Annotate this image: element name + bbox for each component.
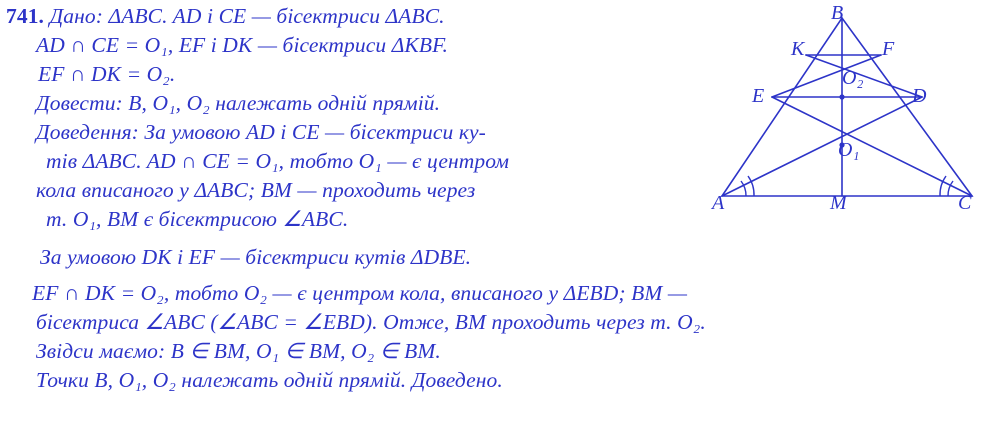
problem-line-2: AD ∩ CE = O₁, EF і DK — бісектриси ΔKBF.: [36, 33, 449, 57]
problem-line-11: бісектриса ∠ABC (∠ABC = ∠EBD). Отже, BM проходить через т. O₂.: [36, 310, 706, 334]
figure-label-m: M: [830, 192, 847, 214]
figure-label-a: A: [712, 192, 725, 214]
problem-line-3: EF ∩ DK = O₂.: [38, 62, 176, 86]
figure-label-k: K: [791, 38, 805, 60]
problem-line-1: [6, 2, 445, 32]
figure-label-f: F: [882, 38, 895, 60]
angle-arc-a-1: [741, 181, 746, 196]
problem-line-8: т. O₁, BM є бісектрисою ∠ABC.: [46, 207, 349, 231]
figure-label-o2: O₂: [842, 67, 864, 89]
figure-label-e: E: [752, 85, 765, 107]
figure-label-o1: O₁: [838, 139, 860, 161]
angle-arc-c-1: [948, 181, 953, 196]
segment-ce: [772, 97, 972, 196]
problem-line-6: тів ΔABC. AD ∩ CE = O₁, тобто O₁ — є центром: [46, 149, 510, 173]
figure-label-b: B: [831, 2, 844, 24]
problem-line-12: Звідси маємо: B ∈ BM, O₁ ∈ BM, O₂ ∈ BM.: [36, 339, 441, 363]
problem-number: 741.: [6, 4, 45, 28]
figure-label-c: C: [958, 192, 972, 214]
problem-line-13: Точки B, O₁, O₂ належать одній прямій. Доведено.: [36, 368, 503, 392]
problem-line-1-text: Дано: ΔABC. AD і CE — бісектриси ΔABC.: [49, 4, 445, 28]
angle-arc-a-2: [748, 176, 754, 196]
figure-label-d: D: [912, 85, 927, 107]
angle-arc-c-2: [940, 176, 946, 196]
problem-line-10: EF ∩ DK = O₂, тобто O₂ — є центром кола, вписаного у ΔEBD; BM —: [32, 281, 688, 305]
problem-line-7: кола вписаного у ΔABC; BM — проходить через: [36, 178, 476, 202]
point-o2: [839, 94, 844, 99]
problem-line-4: Довести: B, O₁, O₂ належать одній прямій.: [36, 91, 441, 115]
problem-line-5: Доведення: За умовою AD і CE — бісектриси ку-: [36, 120, 486, 144]
problem-line-9: За умовою DK і EF — бісектриси кутів ΔDBE.: [40, 245, 472, 269]
triangle-abc-bisectors-diagram: [690, 0, 1003, 230]
segment-ad: [722, 97, 922, 196]
